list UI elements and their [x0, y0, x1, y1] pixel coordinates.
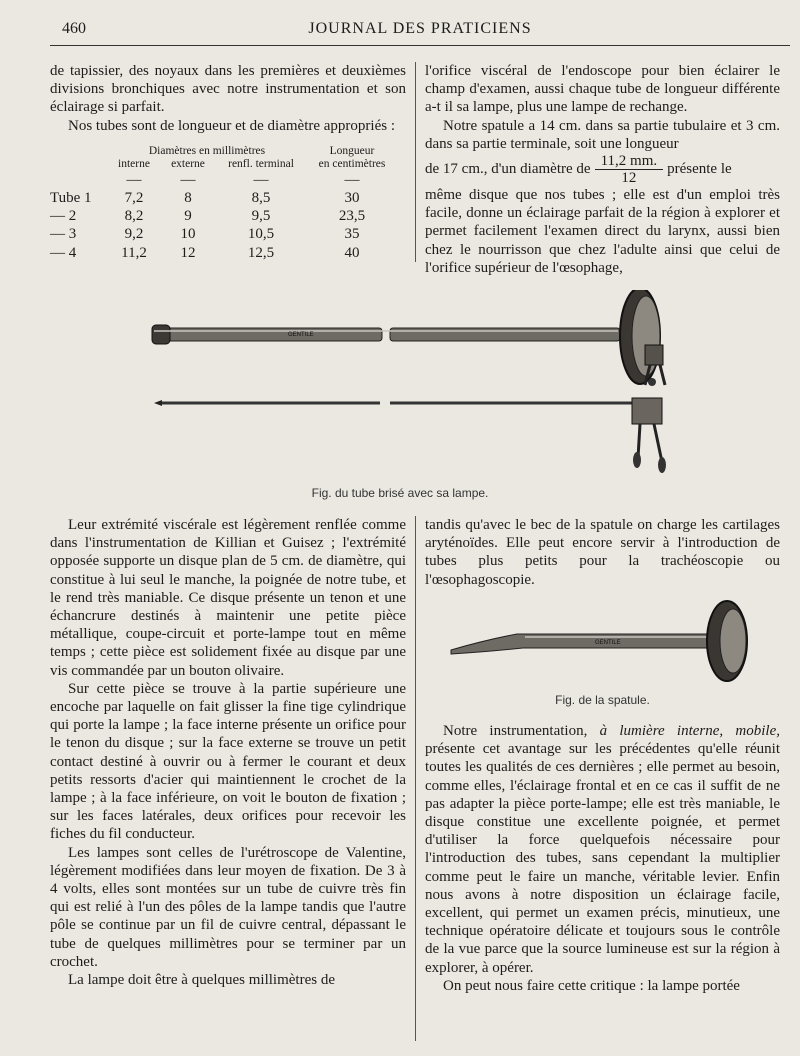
row-label: — 2 [50, 208, 77, 225]
dash: — [126, 171, 142, 188]
right-column-bottom [425, 516, 780, 589]
header-rule [50, 45, 790, 46]
paragraph: Leur extrémité viscérale est légèrement renflée comme dans l'instrumentation de Killian et Guisez ; l'extrémité opposée supporte un disque plan de 5 cm. de diamètre, qui constitue à lui seul le manche, la poignée de notre tube, et le rend très maniable. Ce disque présente un tenon et une échancrure destinés à maintenir une petite pièce métallique, coupe-circuit et porte-lampe tout en même temps ; cette pièce est solidement fixée au disque par une vis commandée par un bouton olivaire. [50, 517, 406, 679]
figure-caption: Fig. du tube brisé avec sa lampe. [311, 486, 489, 500]
left-column-top [50, 62, 406, 262]
right-column-top [425, 62, 780, 277]
paragraph: l'orifice viscéral de l'endoscope pour bien éclairer le champ d'examen, aussi chaque tube de longueur différente a-t il sa lampe, plus une lampe de rechange. [425, 63, 780, 116]
cell: 10 [180, 226, 196, 243]
cell: 40 [344, 244, 360, 261]
fraction-line [425, 153, 780, 186]
table-row [50, 244, 398, 262]
broken-tube-figure [140, 290, 700, 480]
col-header-renfl: renfl. terminal [228, 157, 294, 170]
column-divider [415, 62, 416, 262]
cell: 7,2 [124, 190, 144, 207]
paragraph: Notre spatule a 14 cm. dans sa partie tubulaire et 3 cm. dans sa partie terminale, soit une longueur [425, 117, 780, 152]
cell: 9 [184, 208, 192, 225]
paragraph: de tapissier, des noyaux dans les premières et deuxièmes divisions bronchiques avec notre instrumentation et son éclairage si parfait. [50, 63, 406, 116]
engraving: GENTILE [288, 332, 314, 338]
table-length-header: Longueur [329, 144, 375, 157]
paragraph: même disque que nos tubes ; elle est d'un emploi très facile, donne un éclairage parfait de la région à explorer et permet facilement l'examen direct du larynx, aussi bien chez le nourrisson que chez l'adulte ainsi que celui de l'orifice supérieur de l'œsophage, [425, 187, 780, 276]
paragraph [425, 722, 780, 977]
cell: 8 [184, 190, 192, 207]
dash: — [180, 171, 196, 188]
row-label: — 3 [50, 226, 77, 243]
dash: — [253, 171, 269, 188]
paragraph: On peut nous faire cette critique : la lampe portée [443, 977, 740, 994]
col-header-interne: interne [118, 157, 150, 170]
cell: 12 [180, 244, 196, 261]
tube-dimensions-table [50, 145, 398, 262]
cell: 9,5 [251, 208, 271, 225]
diameter-fraction [595, 153, 664, 186]
right-column-lower [425, 722, 780, 995]
tube-lower [154, 398, 666, 473]
cell: 35 [344, 226, 360, 243]
table-row [50, 189, 398, 207]
cell: 30 [344, 190, 360, 207]
text-span: Notre instrumentation, [443, 723, 588, 739]
paragraph: Nos tubes sont de longueur et de diamètre appropriés : [68, 117, 395, 134]
spatula-figure [445, 598, 770, 693]
fraction-numerator: 11,2 mm. [595, 153, 664, 170]
row-label: Tube 1 [50, 190, 92, 207]
col-header-externe: externe [171, 157, 205, 170]
col-header-length: en centimètres [318, 157, 386, 170]
tube-upper [152, 290, 665, 386]
left-column-bottom [50, 516, 406, 989]
figure-caption: Fig. de la spatule. [555, 693, 650, 707]
cell: 10,5 [247, 226, 275, 243]
page-number: 460 [62, 20, 86, 37]
text-span: présente cet avantage sur les précédentes qu'elle réunit toutes les qualités de ces dernières ; elle permet au besoin, comme elles, l'éclairage frontal et en ce cas il suffit de ne pas adapter la pièce porte-lampe; elle est très maniable, le disque constitue une excellente poignée, et permet d'utiliser la force quelquefois nécessaire pour l'introduction des tubes, sans cependant la multiplier comme peut le faire un manche, véritable levier. Enfin nous avons à notre disposition un éclairage facile, excellent, qui permet un examen précis, minutieux, une technique opératoire délicate et toujours sous le contrôle de la vue parce que la source lumineuse est sur la région à explorer, à opérer. [425, 741, 780, 976]
paragraph: tandis qu'avec le bec de la spatule on charge les cartilages aryténoïdes. Elle peut encore servir à l'introduction de tubes plus petits pour la trachéoscopie ou l'œsophagoscopie. [425, 517, 780, 588]
text-span: de 17 cm., d'un diamètre de [425, 160, 591, 177]
cell: 9,2 [124, 226, 144, 243]
dash: — [344, 171, 360, 188]
cell: 11,2 [121, 244, 147, 261]
row-label: — 4 [50, 244, 77, 261]
text-span: présente le [667, 160, 732, 177]
page-header [62, 20, 778, 44]
column-divider [415, 516, 416, 1041]
table-row [50, 207, 398, 225]
paragraph: La lampe doit être à quelques millimètres de [68, 972, 335, 989]
cell: 8,2 [124, 208, 144, 225]
paragraph: Les lampes sont celles de l'urétroscope de Valentine, légèrement modifiées dans leur moyen de fixation. De 3 à 4 volts, elles sont montées sur un tube de cuivre très fin qui est relié à l'un des pôles de la lampe tandis que l'autre pôle se continue par un fil de cuivre central, dépassant le tube de quelques millimètres pour se terminer par un crochet. [50, 844, 406, 970]
engraving: GENTILE [595, 640, 621, 646]
paragraph: Sur cette pièce se trouve à la partie supérieure une encoche par laquelle on fait glisser la fine tige cylindrique qui porte la lampe ; la face interne présente un orifice pour le tenon du disque ; sur la face externe se trouve un petit contact destiné à ouvrir ou à fermer le courant et deux petits ressorts d'acier qui maintiennent le crochet de la lampe ; à la face inférieure, on voit le bouton de fixation ; sur les faces latérales, deux orifices pour recevoir les fiches du fil conducteur. [50, 680, 406, 843]
journal-title: JOURNAL DES PRATICIENS [308, 20, 532, 37]
italic-span: à lumière interne, mobile, [599, 723, 781, 739]
cell: 8,5 [251, 190, 271, 207]
fraction-denominator: 12 [621, 170, 637, 187]
table-row [50, 225, 398, 243]
cell: 12,5 [247, 244, 275, 261]
cell: 23,5 [338, 208, 366, 225]
table-group-header: Diamètres en millimètres [148, 144, 266, 157]
